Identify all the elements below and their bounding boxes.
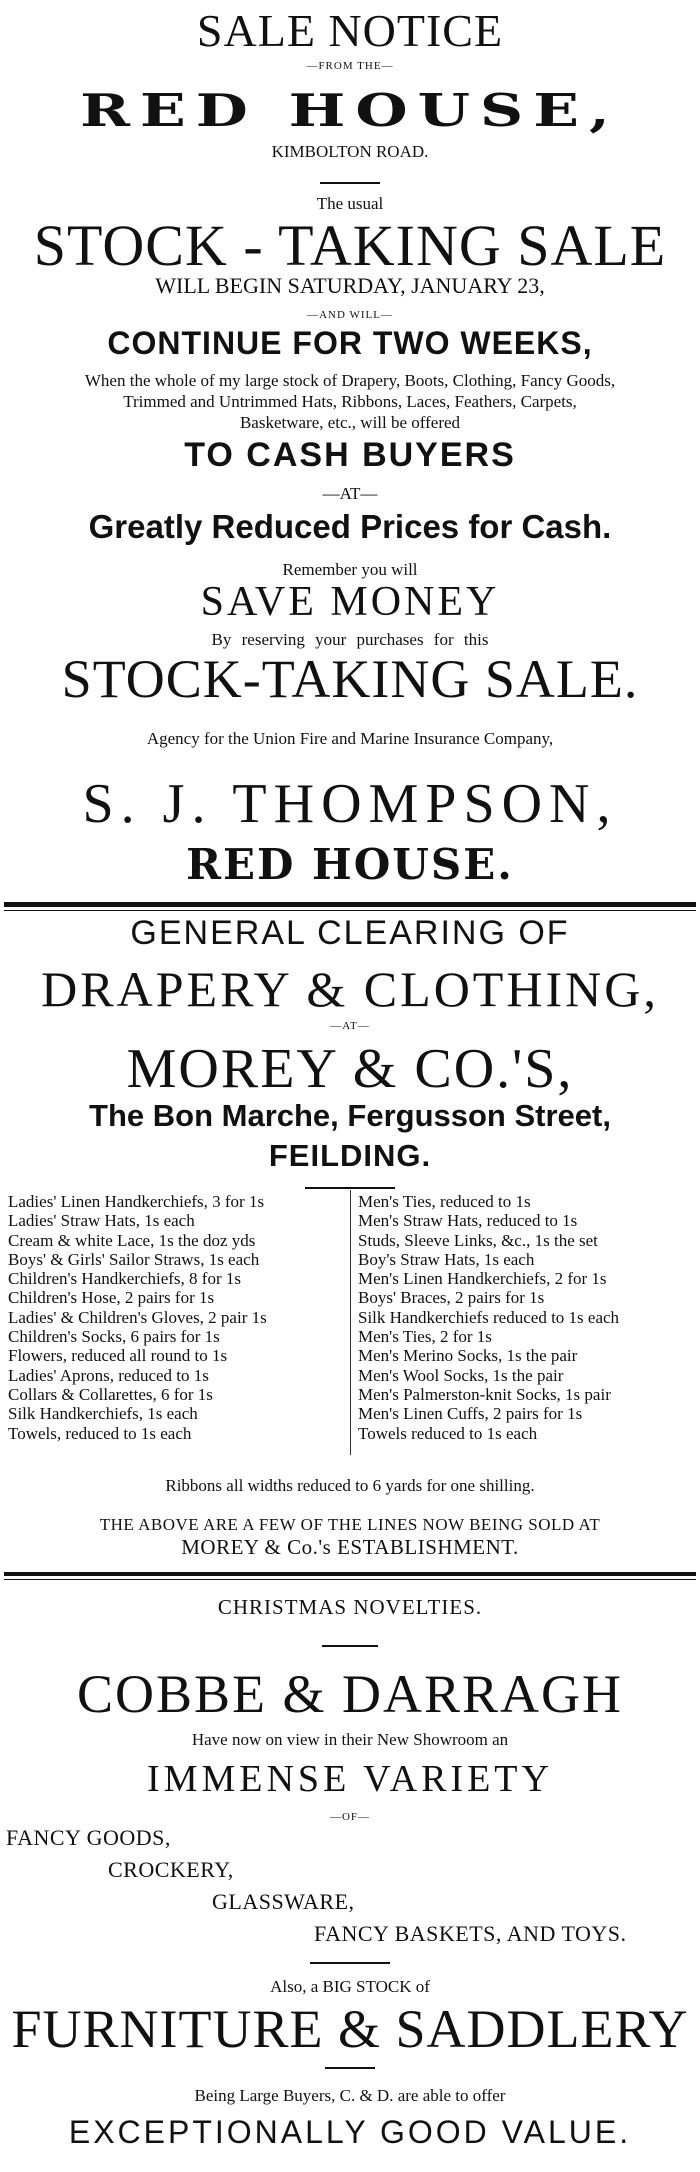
divider: [310, 1962, 390, 1964]
list-item: Silk Handkerchiefs, 1s each: [8, 1404, 198, 1424]
list-item: Men's Merino Socks, 1s the pair: [358, 1346, 578, 1366]
at-line: —AT—: [330, 1020, 370, 1032]
the-usual-line: The usual: [316, 194, 384, 213]
red-house-heading: RED HOUSE,: [80, 84, 620, 138]
of-line: —OF—: [329, 1811, 371, 1823]
list-item: Men's Straw Hats, reduced to 1s: [358, 1211, 578, 1231]
will-begin-line: WILL BEGIN SATURDAY, JANUARY 23,: [155, 273, 545, 298]
stock-taking-sale-heading: STOCK - TAKING SALE: [33, 213, 667, 278]
list-item: Children's Handkerchiefs, 8 for 1s: [8, 1269, 241, 1289]
proprietor-name: S. J. THOMPSON,: [82, 773, 618, 835]
furniture-saddlery-heading: FURNITURE & SADDLERY: [11, 1999, 689, 2059]
list-item: Silk Handkerchiefs reduced to 1s each: [358, 1307, 620, 1327]
greatly-reduced-heading: Greatly Reduced Prices for Cash.: [88, 508, 612, 545]
list-item: Children's Hose, 2 pairs for 1s: [8, 1288, 215, 1308]
cobbe-darragh-heading: COBBE & DARRAGH: [76, 1664, 624, 1724]
list-item: Collars & Collarettes, 6 for 1s: [8, 1384, 213, 1404]
being-large-buyers-line: Being Large Buyers, C. & D. are able to offer: [194, 2086, 506, 2105]
christmas-novelties-line: CHRISTMAS NOVELTIES.: [217, 1595, 483, 1619]
also-line: Also, a BIG STOCK of: [270, 1977, 430, 1996]
red-house-sign: RED HOUSE.: [186, 840, 514, 889]
list-item: Men's Linen Handkerchiefs, 2 for 1s: [358, 1269, 607, 1289]
stock-description-line-2: Trimmed and Untrimmed Hats, Ribbons, Laces, Feathers, Carpets,: [123, 392, 577, 411]
drapery-clothing-heading: DRAPERY & CLOTHING,: [41, 961, 659, 1017]
list-item: Studs, Sleeve Links, &c., 1s the set: [358, 1230, 598, 1250]
goods-item: FANCY BASKETS, AND TOYS.: [314, 1921, 627, 1946]
footer-line-1: THE ABOVE ARE A FEW OF THE LINES NOW BEING SOLD AT: [99, 1515, 601, 1534]
continue-heading: CONTINUE FOR TWO WEEKS,: [107, 325, 593, 361]
remember-line: Remember you will: [282, 560, 418, 579]
list-item: Cream & white Lace, 1s the doz yds: [8, 1230, 256, 1250]
ribbons-line: Ribbons all widths reduced to 6 yards for one shilling.: [165, 1476, 535, 1495]
immense-variety-heading: IMMENSE VARIETY: [147, 1758, 553, 1800]
sale-notice-heading: SALE NOTICE: [196, 5, 504, 56]
general-clearing-heading: GENERAL CLEARING OF: [130, 914, 570, 952]
save-money-heading: SAVE MONEY: [200, 579, 500, 625]
divider: [325, 2067, 375, 2069]
list-item: Towels, reduced to 1s each: [8, 1423, 192, 1443]
list-item: Towels reduced to 1s each: [358, 1423, 538, 1443]
list-item: Ladies' Linen Handkerchiefs, 3 for 1s: [8, 1192, 265, 1211]
cash-buyers-heading: TO CASH BUYERS: [184, 436, 516, 474]
right-price-list: [358, 1192, 619, 1443]
list-item: Men's Wool Socks, 1s the pair: [358, 1365, 564, 1385]
list-item: Men's Palmerston-knit Socks, 1s pair: [358, 1384, 611, 1404]
from-the-line: —FROM THE—: [306, 60, 394, 72]
section-divider-thick: [4, 1572, 696, 1576]
list-item: Boys' Braces, 2 pairs for 1s: [358, 1288, 545, 1308]
goods-item: CROCKERY,: [108, 1857, 234, 1882]
goods-item: GLASSWARE,: [212, 1889, 355, 1914]
list-item: Men's Ties, reduced to 1s: [358, 1192, 531, 1211]
town-heading: FEILDING.: [268, 1138, 432, 1173]
by-reserving-line: By reserving your purchases for this: [211, 630, 489, 649]
showroom-line: Have now on view in their New Showroom an: [191, 1730, 509, 1749]
divider: [305, 1187, 395, 1189]
section-divider-thin: [4, 910, 696, 911]
section-divider-thick: [4, 902, 696, 907]
list-item: Flowers, reduced all round to 1s: [8, 1346, 228, 1366]
list-item: Boy's Straw Hats, 1s each: [358, 1249, 535, 1269]
list-item: Men's Ties, 2 for 1s: [358, 1327, 492, 1347]
list-item: Men's Linen Cuffs, 2 pairs for 1s: [358, 1404, 583, 1424]
address-line: KIMBOLTON ROAD.: [271, 142, 429, 161]
morey-heading: MOREY & CO.'S,: [126, 1038, 574, 1100]
and-will-line: —AND WILL—: [307, 309, 393, 321]
bon-marche-heading: The Bon Marche, Fergusson Street,: [89, 1098, 611, 1133]
left-price-list: [8, 1192, 267, 1443]
list-item: Ladies' & Children's Gloves, 2 pair 1s: [8, 1307, 267, 1327]
stock-taking-sale-heading-2: STOCK-TAKING SALE.: [61, 649, 639, 709]
divider: [322, 1645, 378, 1647]
agency-line: Agency for the Union Fire and Marine Insurance Company,: [146, 729, 554, 748]
stock-description-line-1: When the whole of my large stock of Drapery, Boots, Clothing, Fancy Goods,: [84, 371, 616, 390]
footer-line-2: MOREY & Co.'s ESTABLISHMENT.: [181, 1535, 519, 1559]
list-item: Children's Socks, 6 pairs for 1s: [8, 1327, 220, 1347]
list-item: Boys' & Girls' Sailor Straws, 1s each: [8, 1249, 260, 1269]
section-divider-thin: [4, 1579, 696, 1580]
list-item: Ladies' Aprons, reduced to 1s: [8, 1365, 209, 1385]
exceptionally-good-value-heading: EXCEPTIONALLY GOOD VALUE.: [68, 2114, 632, 2150]
at-line: —AT—: [322, 484, 378, 503]
divider: [320, 182, 380, 184]
goods-item: FANCY GOODS,: [6, 1825, 171, 1850]
stock-description-line-3: Basketware, etc., will be offered: [239, 413, 461, 432]
column-divider: [350, 1190, 351, 1455]
list-item: Ladies' Straw Hats, 1s each: [8, 1211, 195, 1231]
